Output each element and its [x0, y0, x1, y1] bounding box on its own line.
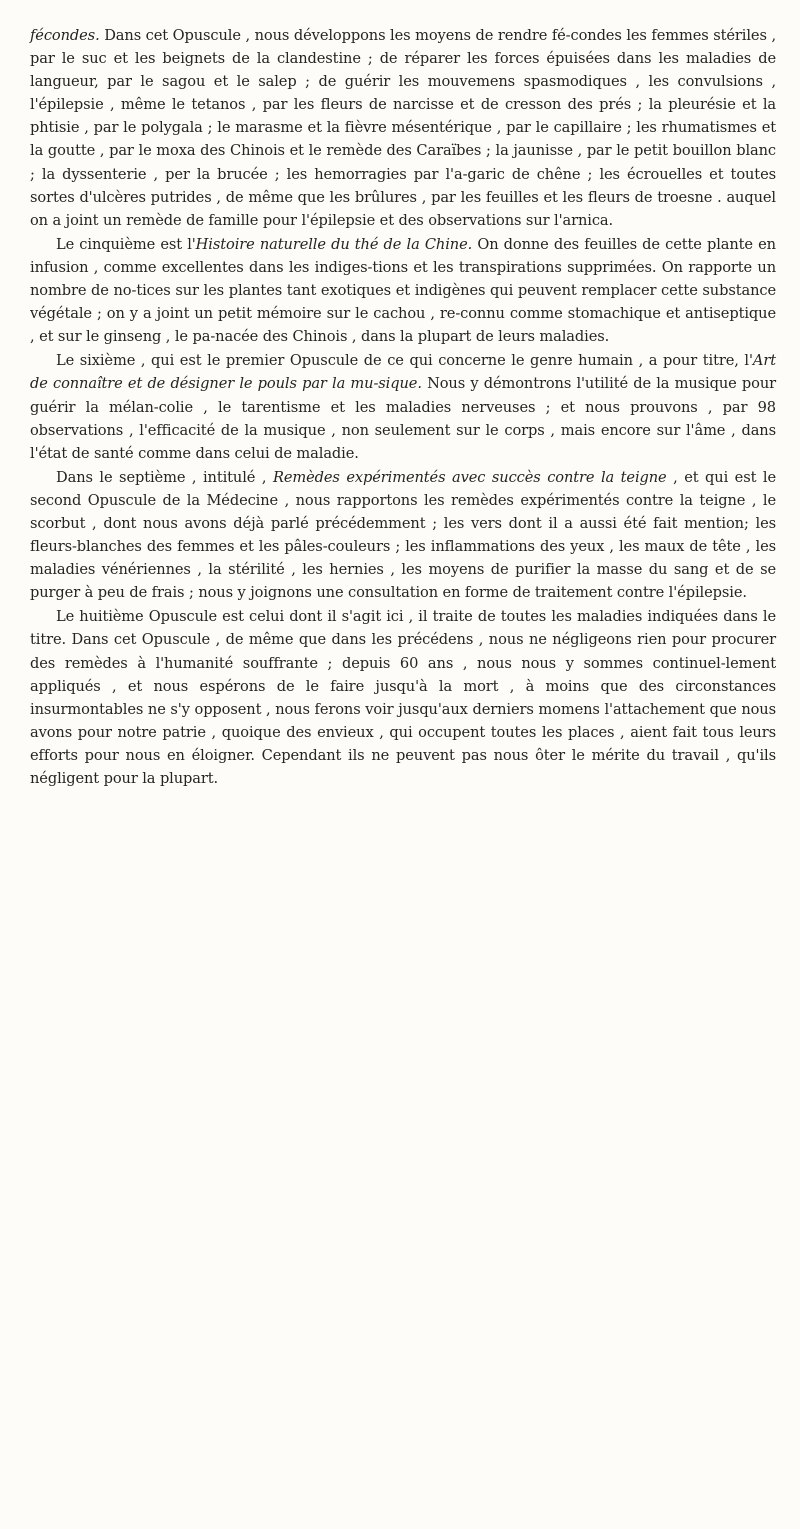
book-title: Remèdes expérimentés avec succès contre la teigne — [272, 468, 667, 486]
text-run: Dans le septième , intitulé , — [56, 468, 273, 486]
paragraph — [30, 24, 776, 232]
body-text — [30, 24, 776, 791]
text-run: fécondes. — [30, 27, 100, 44]
text-run: , et qui est le second Opuscule de la Médecine , nous rapportons les remèdes expérimentés contre la teigne , le scorbut , dont nous avons déjà parlé précédemment ; les vers dont il a aussi été fait mention; les fleurs-blanches des femmes et les pâles-couleurs ; les inflammations des yeux , les maux de tête , les maladies vénériennes , la stérilité , les hernies , les moyens de purifier la masse du sang et de se purger à peu de frais ; nous y joignons une consultation en forme de traitement contre l'épilepsie. — [30, 468, 776, 602]
book-title: Histoire naturelle du thé de la Chine. — [195, 235, 473, 253]
book-title: Art de connaître et de désigner le pouls par la mu-sique. — [30, 352, 776, 393]
paragraph — [30, 605, 776, 790]
text-run: On donne des feuilles de cette plante en infusion , comme excellentes dans les indiges-tions et les transpirations supprimées. On rapporte un nombre de no-tices sur les plantes tant exotiques et indigènes qui peuvent remplacer cette substance végétale ; on y a joint un petit mémoire sur le cachou , re-connu comme stomachique et antiseptique , et sur le ginseng , le pa-nacée des Chinois , dans la plupart de leurs maladies. — [30, 235, 776, 346]
paragraph — [30, 466, 776, 605]
text-run: Le cinquième est l' — [56, 235, 196, 253]
text-run: Nous y démontrons l'utilité de la musique pour guérir la mélan-colie , le tarentisme et les maladies nerveuses ; et nous prouvons , par 98 observations , l'efficacité de la musique , non seulement sur le corps , mais encore sur l'âme , dans l'état de santé comme dans celui de maladie. — [30, 375, 777, 462]
text-run: Le sixième , qui est le premier Opuscule de ce qui concerne le genre humain , a pour titre, l' — [56, 352, 753, 370]
text-run: Dans cet Opuscule , nous développons les moyens de rendre fé-condes les femmes stériles , par le suc et les beignets de la clandestine ; de réparer les forces épuisées dans les maladies de langueur, par le sagou et le salep ; de guérir les mouvemens spasmodiques , les convulsions , l'épilepsie , même le tetanos , par les fleurs de narcisse et de cresson des prés ; la pleurésie et la phtisie , par le polygala ; le marasme et la fièvre mésentérique , par le capillaire ; les rhumatismes et la goutte , par le moxa des Chinois et le remède des Caraïbes ; la jaunisse , par le petit bouillon blanc ; la dyssenterie , per la brucée ; les hemorragies par l'a-garic de chêne ; les écrouelles et toutes sortes d'ulcères putrides , de même que les brûlures , par les feuilles et les fleurs de troesne . auquel on a joint un remède de famille pour l'épilepsie et des observations sur l'arnica. — [30, 27, 776, 229]
paragraph — [30, 349, 776, 464]
text-run: Le huitième Opuscule est celui dont il s'agit ici , il traite de toutes les maladies indiquées dans le titre. Dans cet Opuscule , de même que dans les précédens , nous ne négligeons rien pour procurer des remèdes à l'humanité souffrante ; depuis 60 ans , nous nous y sommes continuel-lement appliqués , et nous espérons de le faire jusqu'à la mort , à moins que des circonstances insurmontables ne s'y opposent , nous ferons voir jusqu'aux derniers momens l'attachement que nous avons pour notre patrie , quoique des envieux , qui occupent toutes les places , aient fait tous leurs efforts pour nous en éloigner. Cependant ils ne peuvent pas nous ôter le mérite du travail , qu'ils négligent pour la plupart. — [30, 608, 776, 787]
paragraph — [30, 233, 776, 348]
